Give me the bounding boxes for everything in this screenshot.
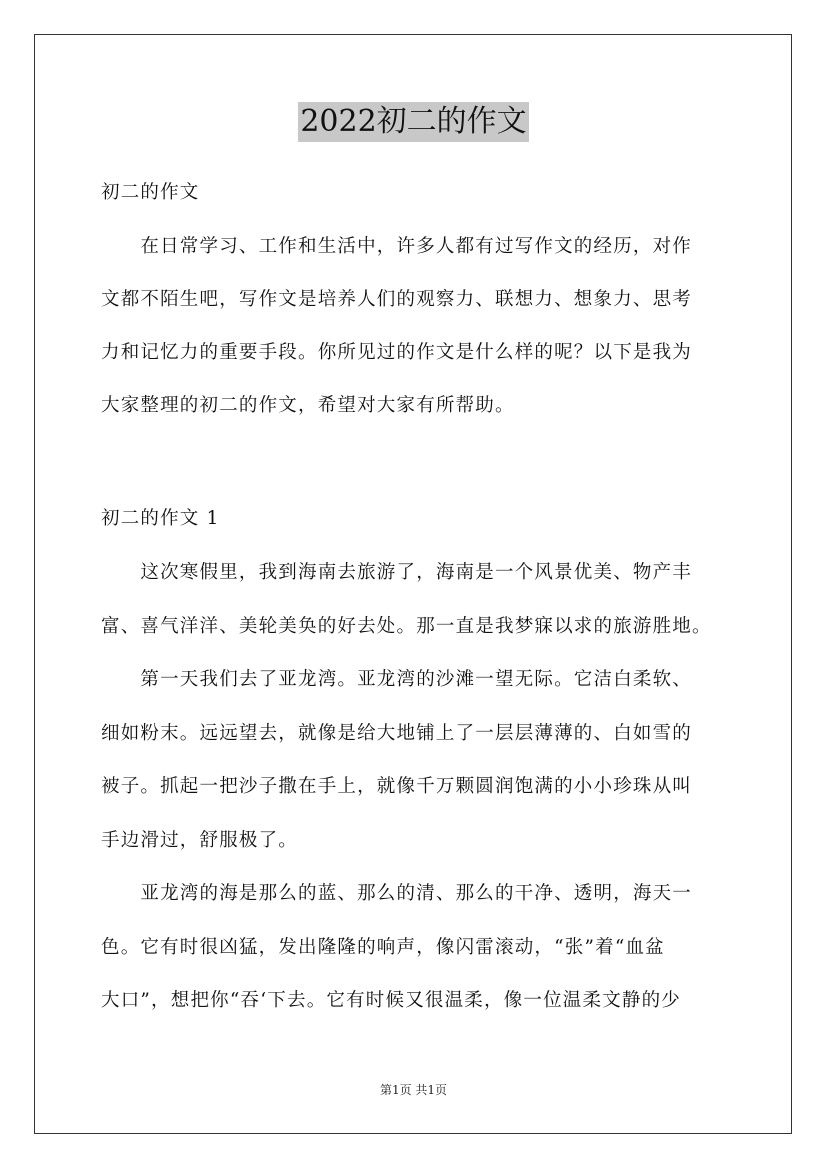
intro-line: 大家整理的初二的作文，希望对大家有所帮助。 xyxy=(101,395,515,416)
section-heading xyxy=(101,502,741,536)
body-line: 第一天我们去了亚龙湾。亚龙湾的沙滩一望无际。它洁白柔软、 xyxy=(101,669,693,690)
intro-paragraph xyxy=(101,230,741,442)
subtitle-text: 初二的作文 xyxy=(101,182,200,203)
intro-line: 文都不陌生吧，写作文是培养人们的观察力、联想力、想象力、思考 xyxy=(101,289,693,310)
subtitle xyxy=(101,176,741,210)
body-paragraphs xyxy=(101,556,741,1038)
page-number: 第1页 共1页 xyxy=(379,1083,448,1097)
body-line: 亚龙湾的海是那么的蓝、那么的清、那么的干净、透明，海天一 xyxy=(101,883,693,904)
page-footer xyxy=(0,1082,827,1098)
title-container xyxy=(0,102,827,142)
body-line: 色。它有时很凶猛，发出隆隆的响声，像闪雷滚动，“张”着“血盆 xyxy=(101,936,665,958)
intro-line: 在日常学习、工作和生活中，许多人都有过写作文的经历，对作 xyxy=(101,236,693,257)
body-line: 细如粉末。远远望去，就像是给大地铺上了一层层薄薄的、白如雪的 xyxy=(101,722,693,744)
body-line: 这次寒假里，我到海南去旅游了，海南是一个风景优美、物产丰 xyxy=(101,562,693,583)
body-line: 大口”，想把你“吞‘下去。它有时候又很温柔，像一位温柔文静的少 xyxy=(101,990,681,1011)
body-line: 被子。抓起一把沙子撒在手上，就像千万颗圆润饱满的小小珍珠从叫 xyxy=(101,776,693,797)
body-line: 富、喜气洋洋、美轮美奂的好去处。那一直是我梦寐以求的旅游胜地。 xyxy=(101,615,712,637)
section-heading-text: 初二的作文 1 xyxy=(101,508,220,529)
document-title: 2022初二的作文 xyxy=(298,102,528,142)
body-line: 手边滑过，舒服极了。 xyxy=(101,829,299,851)
intro-line: 力和记忆力的重要手段。你所见过的作文是什么样的呢？以下是我为 xyxy=(101,342,693,363)
